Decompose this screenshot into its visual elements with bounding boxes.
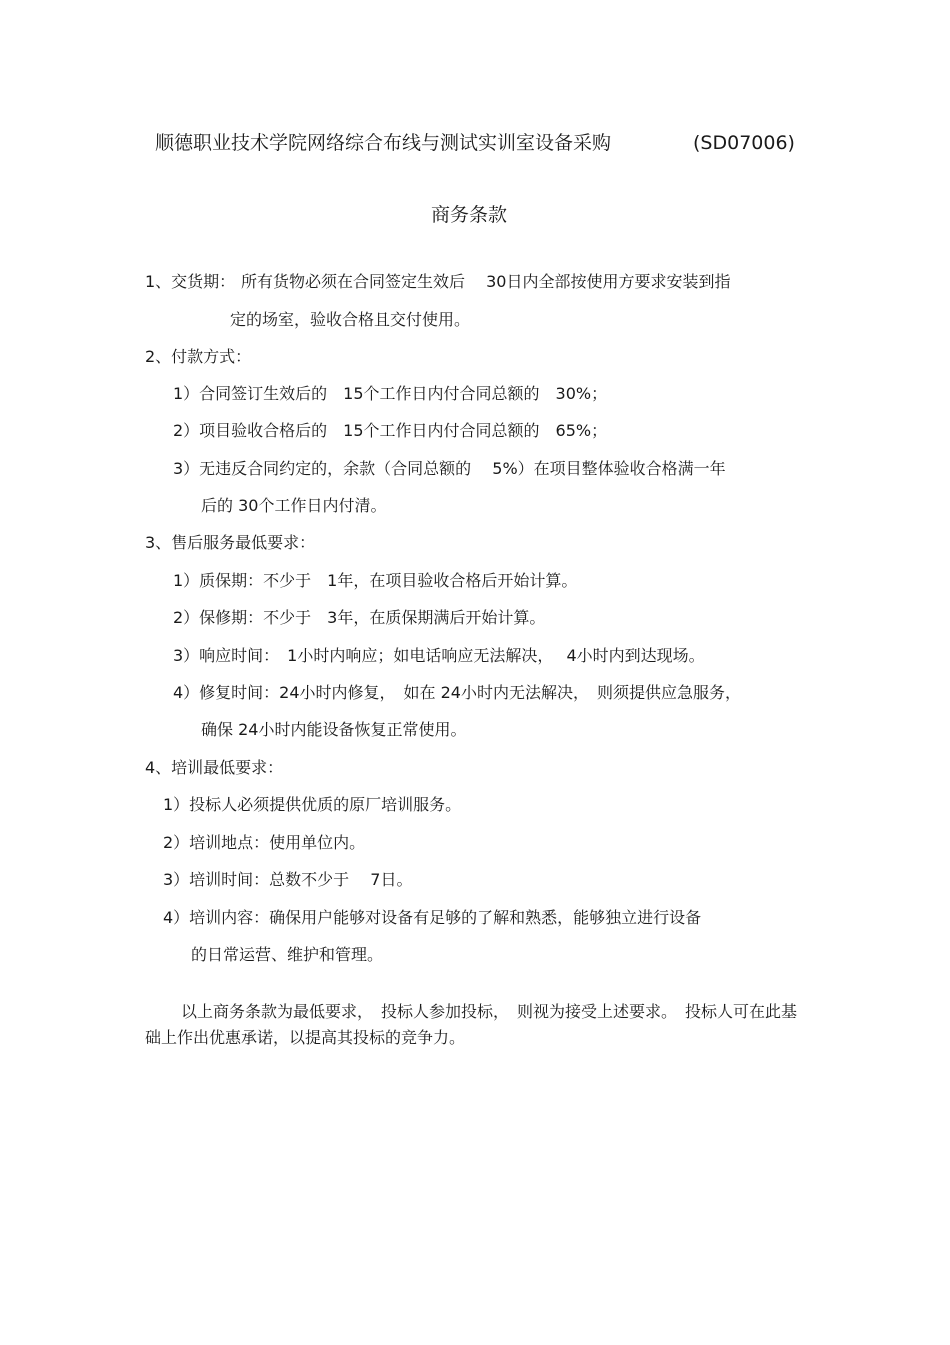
payment-item: 3）无违反合同约定的，余款（合同总额的 5%）在项目整体验收合格满一年 (173, 459, 726, 478)
section-delivery-heading: 1、交货期： (145, 272, 236, 291)
training-item: 2）培训地点：使用单位内。 (163, 833, 366, 852)
training-item: 1）投标人必须提供优质的原厂培训服务。 (163, 795, 462, 814)
training-item: 3）培训时间：总数不少于 7日。 (163, 870, 413, 889)
payment-item-continuation: 后的 30个工作日内付清。 (201, 496, 387, 515)
section-payment-heading: 2、付款方式： (145, 347, 252, 366)
closing-text: 以上商务条款为最低要求， 投标人参加投标， 则视为接受上述要求。 投标人可在此基础上作出优惠承诺，以提高其投标的竞争力。 (145, 1002, 798, 1047)
section-training-heading: 4、培训最低要求： (145, 758, 284, 777)
after-sales-item: 4）修复时间：24小时内修复， 如在 24小时内无法解决， 则须提供应急服务， (173, 683, 741, 702)
after-sales-item: 3）响应时间： 1小时内响应；如电话响应无法解决， 4小时内到达现场。 (173, 646, 705, 665)
section-delivery-line: 定的场室，验收合格且交付使用。 (230, 310, 471, 329)
document-title: 顺德职业技术学院网络综合布线与测试实训室设备采购 (155, 132, 612, 154)
after-sales-item: 1）质保期：不少于 1年，在项目验收合格后开始计算。 (173, 571, 578, 590)
document-code: (SD07006) (693, 132, 795, 154)
training-item-continuation: 的日常运营、维护和管理。 (191, 945, 384, 964)
after-sales-item-continuation: 确保 24小时内能设备恢复正常使用。 (201, 720, 467, 739)
training-item: 4）培训内容：确保用户能够对设备有足够的了解和熟悉，能够独立进行设备 (163, 908, 702, 927)
payment-item: 1）合同签订生效后的 15个工作日内付合同总额的 30%； (173, 384, 608, 403)
payment-item: 2）项目验收合格后的 15个工作日内付合同总额的 65%； (173, 421, 608, 440)
document-subtitle: 商务条款 (431, 204, 508, 226)
after-sales-item: 2）保修期：不少于 3年，在质保期满后开始计算。 (173, 608, 546, 627)
section-after-sales-heading: 3、售后服务最低要求： (145, 533, 316, 552)
section-delivery-line: 所有货物必须在合同签定生效后 30日内全部按使用方要求安装到指 (241, 272, 731, 291)
closing-paragraph (145, 999, 807, 1051)
